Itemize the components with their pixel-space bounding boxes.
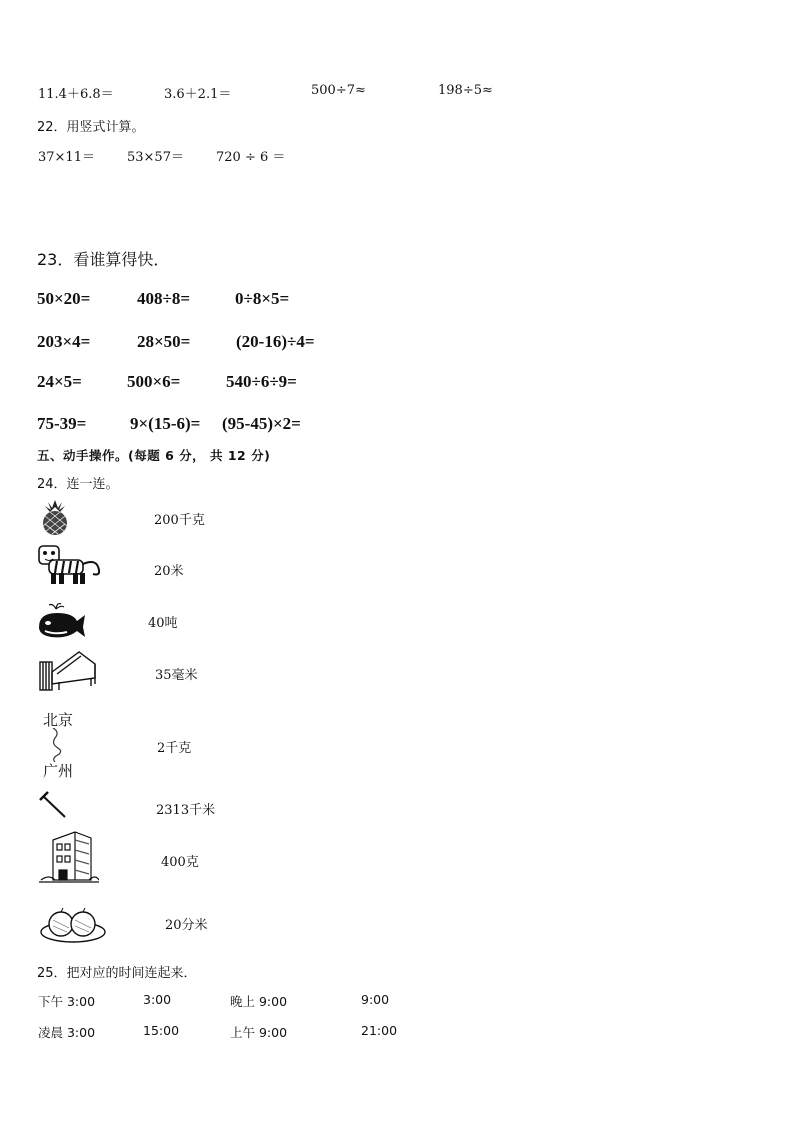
q23-r2-c3: (20-16)÷4= bbox=[236, 332, 315, 351]
q23-r3-c3: 540÷6÷9= bbox=[226, 372, 297, 391]
q24-title: 24．连一连。 bbox=[37, 477, 119, 492]
q22-expr-1: 37×11＝ bbox=[38, 150, 95, 165]
building-icon bbox=[39, 830, 99, 886]
expr-top-1: 11.4＋6.8＝ bbox=[38, 87, 114, 102]
q25-r2-c1: 凌晨 3:00 bbox=[38, 1025, 96, 1040]
label-40t: 40吨 bbox=[148, 616, 178, 631]
label-20dm: 20分米 bbox=[165, 918, 208, 933]
section-5-heading: 五、动手操作。(每题 6 分， 共 12 分) bbox=[37, 448, 271, 463]
q25-r1-c3: 晚上 9:00 bbox=[230, 994, 288, 1009]
map-route-icon bbox=[50, 728, 74, 762]
q23-r1-c3: 0÷8×5= bbox=[235, 289, 290, 308]
label-2kg: 2千克 bbox=[157, 741, 192, 756]
nail-icon bbox=[39, 790, 69, 820]
q25-title: 25．把对应的时间连起来． bbox=[37, 966, 197, 981]
q22-title: 22．用竖式计算。 bbox=[37, 120, 145, 135]
q22-expr-3: 720 ÷ 6 ＝ bbox=[216, 150, 286, 165]
q23-r4-c3: (95-45)×2= bbox=[222, 414, 301, 433]
oranges-icon bbox=[39, 902, 107, 944]
expr-top-4: 198÷5≈ bbox=[438, 83, 493, 98]
q25-r2-c2: 15:00 bbox=[143, 1023, 180, 1038]
q23-title: 23．看谁算得快． bbox=[37, 250, 170, 269]
q22-expr-2: 53×57＝ bbox=[127, 150, 184, 165]
q23-r2-c1: 203×4= bbox=[37, 332, 91, 351]
map-label-guangzhou: 广州 bbox=[43, 762, 74, 780]
pineapple-icon bbox=[38, 498, 72, 536]
label-2313km: 2313千米 bbox=[156, 803, 216, 818]
q23-r4-c2: 9×(15-6)= bbox=[130, 414, 201, 433]
expr-top-3: 500÷7≈ bbox=[311, 83, 366, 98]
q25-r2-c3: 上午 9:00 bbox=[230, 1025, 288, 1040]
q23-r1-c1: 50×20= bbox=[37, 289, 91, 308]
label-20m: 20米 bbox=[154, 564, 184, 579]
q23-r4-c1: 75-39= bbox=[37, 414, 87, 433]
q23-r3-c2: 500×6= bbox=[127, 372, 181, 391]
q23-r2-c2: 28×50= bbox=[137, 332, 191, 351]
q25-r1-c2: 3:00 bbox=[143, 992, 172, 1007]
tiger-icon bbox=[37, 544, 103, 586]
bed-icon bbox=[37, 648, 97, 692]
q25-r1-c4: 9:00 bbox=[361, 992, 390, 1007]
label-35mm: 35毫米 bbox=[155, 668, 198, 683]
label-200kg: 200千克 bbox=[154, 513, 205, 528]
label-400g: 400克 bbox=[161, 855, 199, 870]
map-label-beijing: 北京 bbox=[43, 711, 74, 729]
whale-icon bbox=[37, 599, 87, 639]
q23-r3-c1: 24×5= bbox=[37, 372, 82, 391]
q23-r1-c2: 408÷8= bbox=[137, 289, 191, 308]
q25-r2-c4: 21:00 bbox=[361, 1023, 398, 1038]
expr-top-2: 3.6＋2.1＝ bbox=[164, 87, 232, 102]
q25-r1-c1: 下午 3:00 bbox=[38, 994, 96, 1009]
